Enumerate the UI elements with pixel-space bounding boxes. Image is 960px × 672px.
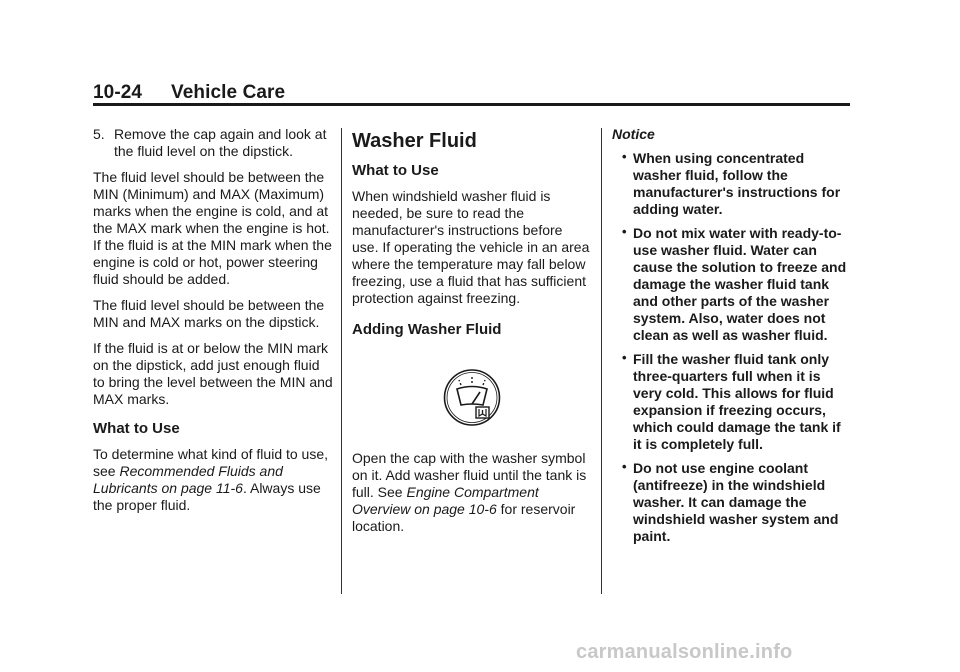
notice-item: • Do not use engine coolant (antifreeze) in the windshield washer. It can damage the windshield washer system and paint. (612, 460, 852, 545)
symbol-container (352, 359, 592, 436)
section-title: Washer Fluid (352, 130, 477, 152)
dipstick-paragraph: The fluid level should be between the MIN and MAX marks on the dipstick. (93, 297, 325, 330)
what-to-use-paragraph-left (93, 446, 333, 514)
step-number: 5. (93, 126, 105, 142)
what-to-use-heading-left: What to Use (93, 420, 180, 437)
column-left (93, 126, 333, 523)
add-fluid-paragraph: If the fluid is at or below the MIN mark on the dipstick, add just enough fluid to bring the level between the MIN and MAX marks. (93, 340, 333, 407)
page-header (93, 82, 285, 104)
column-divider-1 (341, 128, 342, 594)
notice-item: • Do not mix water with ready-to-use washer fluid. Water can cause the solution to freeze and damage the washer fluid tank and other parts of the washer system. Also, water does not clean as well as washer fluid. (612, 225, 852, 344)
what-to-use-heading-middle: What to Use (352, 162, 439, 179)
adding-paragraph (352, 450, 592, 535)
column-right (612, 126, 852, 552)
windshield-washer-symbol-icon (443, 359, 501, 436)
step-5 (93, 126, 333, 160)
notice-item: • Fill the washer fluid tank only three-quarters full when it is very cold. This allows for fluid expansion if freezing occurs, which could damage the tank if it is completely full. (612, 351, 852, 453)
notice-list (612, 150, 852, 545)
step-text: Remove the cap again and look at the fluid level on the dipstick. (114, 126, 327, 159)
adding-washer-fluid-heading: Adding Washer Fluid (352, 321, 502, 338)
notice-title: Notice (612, 126, 655, 142)
text-after-ref: for reservoir location. (352, 501, 576, 534)
notice-item: • When using concentrated washer fluid, follow the manufacturer's instructions for adding water. (612, 150, 852, 218)
text-before-ref: To determine what kind of fluid to use, see (93, 446, 329, 479)
watermark: carmanualsonline.info (576, 641, 793, 663)
what-to-use-paragraph-middle: When windshield washer fluid is needed, be sure to read the manufacturer's instructions before use. If operating the vehicle in an area where the temperature may fall below freezing, use a fluid that has sufficient protection against freezing. (352, 188, 590, 306)
page-number: 10-24 (93, 82, 143, 103)
text-before-ref: Open the cap with the washer symbol on it. Add washer fluid until the tank is full. See (352, 450, 587, 500)
engine-compartment-link[interactable]: Engine Compartment Overview on page 10-6 (352, 484, 539, 517)
fluid-level-paragraph: The fluid level should be between the MIN (Minimum) and MAX (Maximum) marks when the engine is cold, and at the MAX mark when the engine is hot. If the fluid is at the MIN mark when the engine is cold or hot, power steering fluid should be added. (93, 169, 332, 287)
text-after-ref: . Always use the proper fluid. (93, 480, 321, 513)
chapter-title: Vehicle Care (171, 82, 286, 103)
column-divider-2 (601, 128, 602, 594)
header-rule (93, 103, 850, 106)
recommended-fluids-link[interactable]: Recommended Fluids and Lubricants on page 11-6 (93, 463, 283, 496)
column-middle (352, 126, 592, 544)
